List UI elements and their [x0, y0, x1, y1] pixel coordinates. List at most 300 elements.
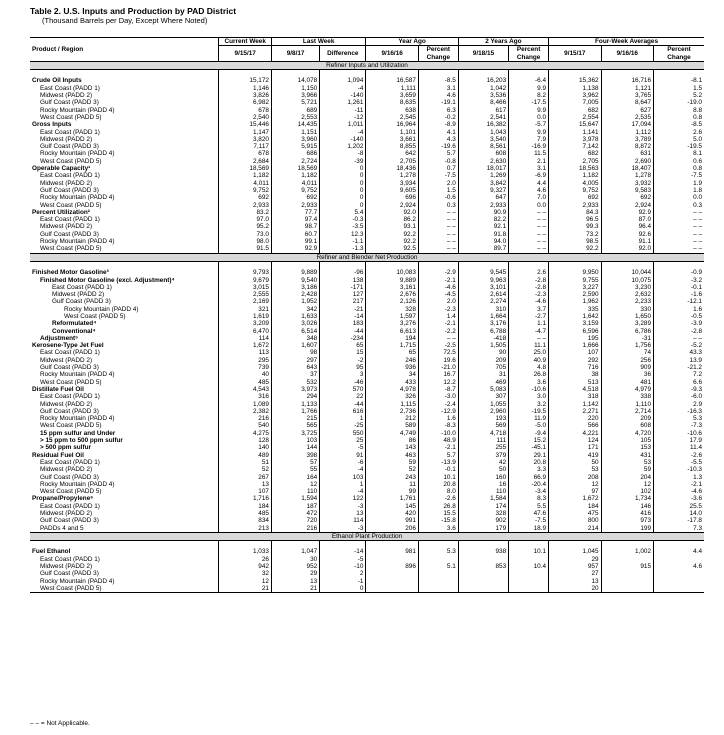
- table-row: [30, 393, 704, 400]
- row-value: -5: [320, 556, 366, 563]
- row-value: 4,543: [219, 386, 271, 393]
- row-value: 21: [219, 585, 271, 593]
- row-value: 4,718: [458, 430, 508, 437]
- row-value: [458, 585, 508, 593]
- row-value: 9,327: [458, 187, 508, 194]
- table-row: [30, 517, 704, 524]
- row-value: 183: [320, 320, 366, 327]
- row-value: 338: [601, 393, 653, 400]
- col-current-week-header: Current Week: [219, 38, 271, 46]
- row-label: Midwest (PADD 2): [40, 466, 93, 474]
- row-value: 9,963: [458, 277, 508, 284]
- row-value: 53: [549, 466, 601, 473]
- row-value: 3.7: [509, 306, 549, 313]
- row-value: -2.9: [418, 269, 458, 276]
- row-value: 5.7: [418, 150, 458, 157]
- spacer-cell: [509, 70, 549, 78]
- row-value: 0.6: [654, 158, 704, 165]
- row-label: West Coast (PADD 5): [40, 157, 102, 165]
- row-value: -2.7: [509, 313, 549, 320]
- row-value: 2,924: [366, 202, 418, 209]
- row-value: 18,436: [366, 165, 418, 172]
- section-title: Refiner and Blender Net Production: [30, 253, 704, 261]
- spacer-row: [30, 70, 704, 78]
- row-value: -44: [320, 328, 366, 335]
- row-value: 12: [219, 578, 271, 585]
- row-label: Gulf Coast (PADD 3): [52, 298, 111, 306]
- row-value: -9.4: [509, 430, 549, 437]
- row-value: 1,110: [601, 401, 653, 408]
- row-label: West Coast (PADD 5): [64, 312, 126, 320]
- row-value: 18,569: [219, 165, 271, 172]
- row-value: 310: [458, 306, 508, 313]
- row-value: 9.9: [509, 107, 549, 114]
- row-value: 1,202: [320, 143, 366, 150]
- row-value: -14: [320, 313, 366, 320]
- row-value: 2,274: [458, 298, 508, 305]
- row-label: Rocky Mountain (PADD 4): [40, 371, 115, 379]
- row-value: -140: [320, 92, 366, 99]
- row-value: 328: [366, 306, 418, 313]
- row-value: 1,269: [458, 172, 508, 179]
- row-value: 398: [271, 452, 319, 459]
- row-value: 3,659: [366, 92, 418, 99]
- row-label: Rocky Mountain (PADD 4): [40, 150, 115, 158]
- row-value: 642: [366, 150, 418, 157]
- row-value: 1,182: [549, 172, 601, 179]
- row-value: 1,112: [601, 129, 653, 136]
- row-value: 114: [219, 335, 271, 342]
- table-row: [30, 357, 704, 364]
- row-value: [601, 556, 653, 563]
- row-value: 6,982: [219, 99, 271, 106]
- section-header: [30, 253, 704, 261]
- row-value: 9,605: [366, 187, 418, 194]
- row-value: -21.0: [418, 364, 458, 371]
- row-value: 140: [219, 444, 271, 451]
- row-value: 1.5: [418, 187, 458, 194]
- spacer-cell: [366, 541, 418, 549]
- row-label: West Coast (PADD 5): [40, 488, 102, 496]
- row-value: 146: [601, 503, 653, 510]
- row-value: 89.7: [458, 245, 508, 253]
- row-value: -16.9: [509, 143, 549, 150]
- row-value: 14.0: [654, 510, 704, 517]
- spacer-cell: [509, 541, 549, 549]
- row-value: 74: [601, 349, 653, 356]
- row-value: 8,872: [601, 143, 653, 150]
- row-value: -13.9: [418, 459, 458, 466]
- row-value: 1,133: [271, 401, 319, 408]
- row-value: -2.4: [418, 401, 458, 408]
- row-value: 3: [320, 371, 366, 378]
- row-value: 7.9: [509, 136, 549, 143]
- row-value: -4: [320, 488, 366, 495]
- row-value: [509, 578, 549, 585]
- row-value: 4,221: [549, 430, 601, 437]
- row-value: 942: [219, 563, 271, 570]
- row-value: 9.9: [509, 129, 549, 136]
- row-value: 26.8: [509, 371, 549, 378]
- row-value: [601, 585, 653, 593]
- row-value: 9,545: [458, 269, 508, 276]
- row-value: 209: [458, 357, 508, 364]
- row-label: Propane/Propylene⁶: [32, 495, 94, 503]
- row-value: -7.5: [418, 172, 458, 179]
- table-row: [30, 143, 704, 150]
- row-value: -44: [320, 401, 366, 408]
- date-year-ago: 9/16/16: [366, 46, 418, 62]
- row-value: 3,161: [366, 284, 418, 291]
- row-value: 2,382: [219, 408, 271, 415]
- row-value: 91: [320, 452, 366, 459]
- row-value: 0.8: [654, 114, 704, 121]
- row-value: 433: [366, 379, 418, 386]
- row-value: 92.6: [601, 231, 653, 238]
- row-value: 2,724: [271, 158, 319, 165]
- row-value: 1,607: [271, 342, 319, 349]
- row-value: 50: [458, 466, 508, 473]
- row-value: 0.3: [418, 202, 458, 209]
- row-value: -20.4: [509, 481, 549, 488]
- row-value: 29: [549, 556, 601, 563]
- row-value: 55: [271, 466, 319, 473]
- row-value: 716: [549, 364, 601, 371]
- table-row: [30, 306, 704, 313]
- row-value: 2,535: [601, 114, 653, 121]
- row-value: 8.8: [654, 107, 704, 114]
- row-value: -8.7: [418, 386, 458, 393]
- row-value: [654, 578, 704, 585]
- row-value: 246: [366, 357, 418, 364]
- row-value: 97.0: [219, 216, 271, 223]
- row-value: 2,714: [601, 408, 653, 415]
- row-value: 9,950: [549, 269, 601, 276]
- table-row: [30, 342, 704, 349]
- row-label: East Coast (PADD 1): [40, 555, 100, 563]
- row-value: 124: [549, 437, 601, 444]
- spacer-row: [30, 261, 704, 269]
- row-value: 12: [549, 481, 601, 488]
- row-value: 1,716: [219, 495, 271, 502]
- row-label: East Coast (PADD 1): [40, 84, 100, 92]
- row-value: 1,111: [366, 85, 418, 92]
- row-value: 8,647: [601, 99, 653, 106]
- row-label: West Coast (PADD 5): [40, 113, 102, 121]
- row-value: 92.2: [549, 245, 601, 253]
- row-value: 1,642: [549, 313, 601, 320]
- row-value: -5.7: [509, 121, 549, 128]
- row-value: 16,716: [601, 77, 653, 84]
- row-value: 12.3: [320, 231, 366, 238]
- row-value: 86.2: [366, 216, 418, 223]
- table-row: [30, 481, 704, 488]
- row-value: 5.3: [418, 548, 458, 555]
- row-value: – –: [509, 209, 549, 216]
- row-value: 143: [366, 444, 418, 451]
- row-value: 627: [601, 107, 653, 114]
- row-value: 38: [549, 371, 601, 378]
- row-value: -3.9: [654, 320, 704, 327]
- row-value: -2.8: [654, 328, 704, 335]
- row-value: 9,752: [271, 187, 319, 194]
- row-value: 335: [549, 306, 601, 313]
- row-value: 31: [458, 371, 508, 378]
- row-value: 3,966: [271, 92, 319, 99]
- table-row: [30, 503, 704, 510]
- row-value: 6,514: [271, 328, 319, 335]
- row-value: 513: [549, 379, 601, 386]
- row-value: -3.4: [509, 488, 549, 495]
- row-value: 616: [320, 408, 366, 415]
- row-value: 9,755: [549, 277, 601, 284]
- row-value: 3,820: [219, 136, 271, 143]
- row-value: 9,793: [219, 269, 271, 276]
- row-value: 208: [549, 474, 601, 481]
- row-value: -15.8: [418, 517, 458, 524]
- row-value: 114: [320, 517, 366, 524]
- row-value: 0.0: [509, 114, 549, 121]
- row-value: -19.5: [509, 408, 549, 415]
- row-value: 938: [458, 548, 508, 555]
- row-value: 608: [458, 150, 508, 157]
- row-value: 5,721: [271, 99, 319, 106]
- row-value: 77.7: [271, 209, 319, 216]
- row-value: -0.5: [654, 313, 704, 320]
- spacer-cell: [418, 70, 458, 78]
- row-value: 316: [219, 393, 271, 400]
- row-value: 0: [320, 585, 366, 593]
- row-value: 647: [458, 194, 508, 201]
- row-value: 0: [320, 172, 366, 179]
- row-value: -8.9: [418, 121, 458, 128]
- row-value: 16,587: [366, 77, 418, 84]
- row-value: – –: [509, 335, 549, 342]
- row-value: 4,749: [366, 430, 418, 437]
- row-value: 692: [549, 194, 601, 201]
- table-row: [30, 158, 704, 165]
- row-value: 1,664: [458, 313, 508, 320]
- row-value: 9,679: [219, 277, 271, 284]
- row-value: 2,554: [549, 114, 601, 121]
- row-value: 2,553: [271, 114, 319, 121]
- row-value: -19.5: [654, 143, 704, 150]
- row-value: 1,094: [320, 77, 366, 84]
- row-value: 566: [549, 422, 601, 429]
- row-value: 34: [366, 371, 418, 378]
- row-value: -2.1: [654, 481, 704, 488]
- row-value: 853: [458, 563, 508, 570]
- row-value: 4.8: [509, 364, 549, 371]
- row-value: 2,933: [271, 202, 319, 209]
- row-value: 209: [601, 415, 653, 422]
- row-value: 66.9: [509, 474, 549, 481]
- row-value: 59: [601, 466, 653, 473]
- table-row: [30, 77, 704, 84]
- row-value: 2: [320, 570, 366, 577]
- row-value: 16: [458, 481, 508, 488]
- row-value: 2,705: [366, 158, 418, 165]
- col-year-ago-header: Year Ago: [366, 38, 458, 46]
- row-value: -1.3: [320, 245, 366, 253]
- row-value: -96: [320, 269, 366, 276]
- row-value: 348: [271, 335, 319, 342]
- row-value: 184: [219, 503, 271, 510]
- spacer-cell: [320, 541, 366, 549]
- row-value: 16,203: [458, 77, 508, 84]
- row-value: 6,596: [549, 328, 601, 335]
- row-value: 145: [366, 503, 418, 510]
- row-value: 1,002: [601, 548, 653, 555]
- row-value: 678: [219, 107, 271, 114]
- row-value: 1,672: [219, 342, 271, 349]
- row-value: 3,230: [601, 284, 653, 291]
- row-value: 92.0: [601, 245, 653, 253]
- table-row: [30, 459, 704, 466]
- row-value: -12.9: [418, 408, 458, 415]
- row-value: 3,934: [366, 180, 418, 187]
- row-value: 0: [320, 194, 366, 201]
- row-label: Midwest (PADD 2): [40, 223, 93, 231]
- row-value: 9,752: [549, 187, 601, 194]
- row-value: 92.1: [458, 223, 508, 230]
- row-label: East Coast (PADD 1): [40, 128, 100, 136]
- row-value: 5.2: [654, 92, 704, 99]
- row-value: 1,650: [601, 313, 653, 320]
- row-value: 9,889: [271, 269, 319, 276]
- row-value: 110: [458, 488, 508, 495]
- row-value: -6.4: [509, 77, 549, 84]
- date-four-week-prior: 9/16/16: [601, 46, 653, 62]
- row-value: 12: [601, 481, 653, 488]
- row-value: 696: [366, 194, 418, 201]
- row-value: -6.0: [654, 393, 704, 400]
- row-value: 12: [271, 481, 319, 488]
- table-row: [30, 466, 704, 473]
- row-value: 689: [271, 107, 319, 114]
- spacer-cell: [418, 541, 458, 549]
- table-row: [30, 121, 704, 128]
- table-row: [30, 150, 704, 157]
- row-value: 3,227: [549, 284, 601, 291]
- row-value: 2,428: [271, 291, 319, 298]
- row-value: 532: [271, 379, 319, 386]
- row-value: 73.0: [219, 231, 271, 238]
- row-value: 193: [458, 415, 508, 422]
- spacer-cell: [30, 70, 219, 78]
- row-value: 3,842: [458, 180, 508, 187]
- row-label: West Coast (PADD 5): [30, 585, 219, 593]
- row-value: 3.0: [509, 393, 549, 400]
- row-value: 10.4: [509, 563, 549, 570]
- row-label: East Coast (PADD 1): [40, 172, 100, 180]
- table-row: [30, 194, 704, 201]
- table-row: [30, 585, 704, 593]
- row-value: -4.5: [418, 291, 458, 298]
- row-value: 682: [549, 107, 601, 114]
- row-value: 1,505: [458, 342, 508, 349]
- table-row: [30, 474, 704, 481]
- row-value: 7.3: [654, 525, 704, 533]
- row-label: East Coast (PADD 1): [52, 283, 112, 291]
- row-value: 3,209: [219, 320, 271, 327]
- row-value: 1,594: [271, 495, 319, 502]
- row-value: -418: [458, 335, 508, 342]
- row-value: 4.6: [509, 187, 549, 194]
- row-value: 72.5: [418, 349, 458, 356]
- row-value: -4.6: [509, 298, 549, 305]
- row-value: 2,736: [366, 408, 418, 415]
- row-label: Gulf Coast (PADD 3): [40, 407, 99, 415]
- section-title: Refiner Inputs and Utilization: [30, 61, 704, 69]
- row-value: -171: [320, 284, 366, 291]
- table-row: [30, 291, 704, 298]
- row-label: Midwest (PADD 2): [40, 510, 93, 517]
- row-value: -7.5: [509, 517, 549, 524]
- row-value: – –: [654, 245, 704, 253]
- row-value: 4.1: [418, 129, 458, 136]
- row-value: 342: [271, 306, 319, 313]
- row-value: 36: [601, 371, 653, 378]
- row-value: 83.2: [219, 209, 271, 216]
- row-value: 206: [366, 525, 418, 533]
- row-value: 15.2: [509, 437, 549, 444]
- row-value: 98.5: [549, 238, 601, 245]
- row-value: 569: [458, 422, 508, 429]
- row-value: [458, 570, 508, 577]
- row-value: [654, 570, 704, 577]
- pct-change-header: Percent Change: [654, 46, 704, 62]
- row-value: 99.3: [549, 223, 601, 230]
- row-label: > 15 ppm to 500 ppm sulfur: [40, 437, 123, 445]
- row-value: -39: [320, 158, 366, 165]
- row-value: 220: [549, 415, 601, 422]
- row-label: Conventional⁴: [52, 327, 96, 335]
- row-value: 105: [601, 437, 653, 444]
- row-label: Rocky Mountain (PADD 4): [40, 238, 115, 246]
- row-label: Distillate Fuel Oil: [32, 385, 84, 393]
- row-label: Gulf Coast (PADD 3): [40, 230, 99, 238]
- row-value: 6,786: [601, 328, 653, 335]
- row-value: 936: [366, 364, 418, 371]
- row-value: 47.6: [509, 510, 549, 517]
- row-value: 1,584: [458, 495, 508, 502]
- table-row: [30, 364, 704, 371]
- row-value: 416: [601, 510, 653, 517]
- row-value: 6.6: [654, 379, 704, 386]
- spacer-cell: [601, 70, 653, 78]
- row-value: 102: [601, 488, 653, 495]
- row-value: 4,011: [271, 180, 319, 187]
- row-value: 179: [458, 525, 508, 533]
- date-current: 9/15/17: [219, 46, 271, 62]
- row-value: 2,690: [601, 158, 653, 165]
- row-value: 1,047: [271, 548, 319, 555]
- row-value: 107: [219, 488, 271, 495]
- table-row: [30, 298, 704, 305]
- row-value: 3,661: [366, 136, 418, 143]
- row-value: 957: [549, 563, 601, 570]
- row-value: 692: [271, 194, 319, 201]
- row-label: Gulf Coast (PADD 3): [40, 517, 99, 525]
- row-value: 267: [219, 474, 271, 481]
- table-row: [30, 510, 704, 517]
- row-label: Residual Fuel Oil: [32, 451, 84, 459]
- row-value: 3,725: [271, 430, 319, 437]
- row-value: 92.0: [366, 209, 418, 216]
- row-value: 97.4: [271, 216, 319, 223]
- row-value: -140: [320, 136, 366, 143]
